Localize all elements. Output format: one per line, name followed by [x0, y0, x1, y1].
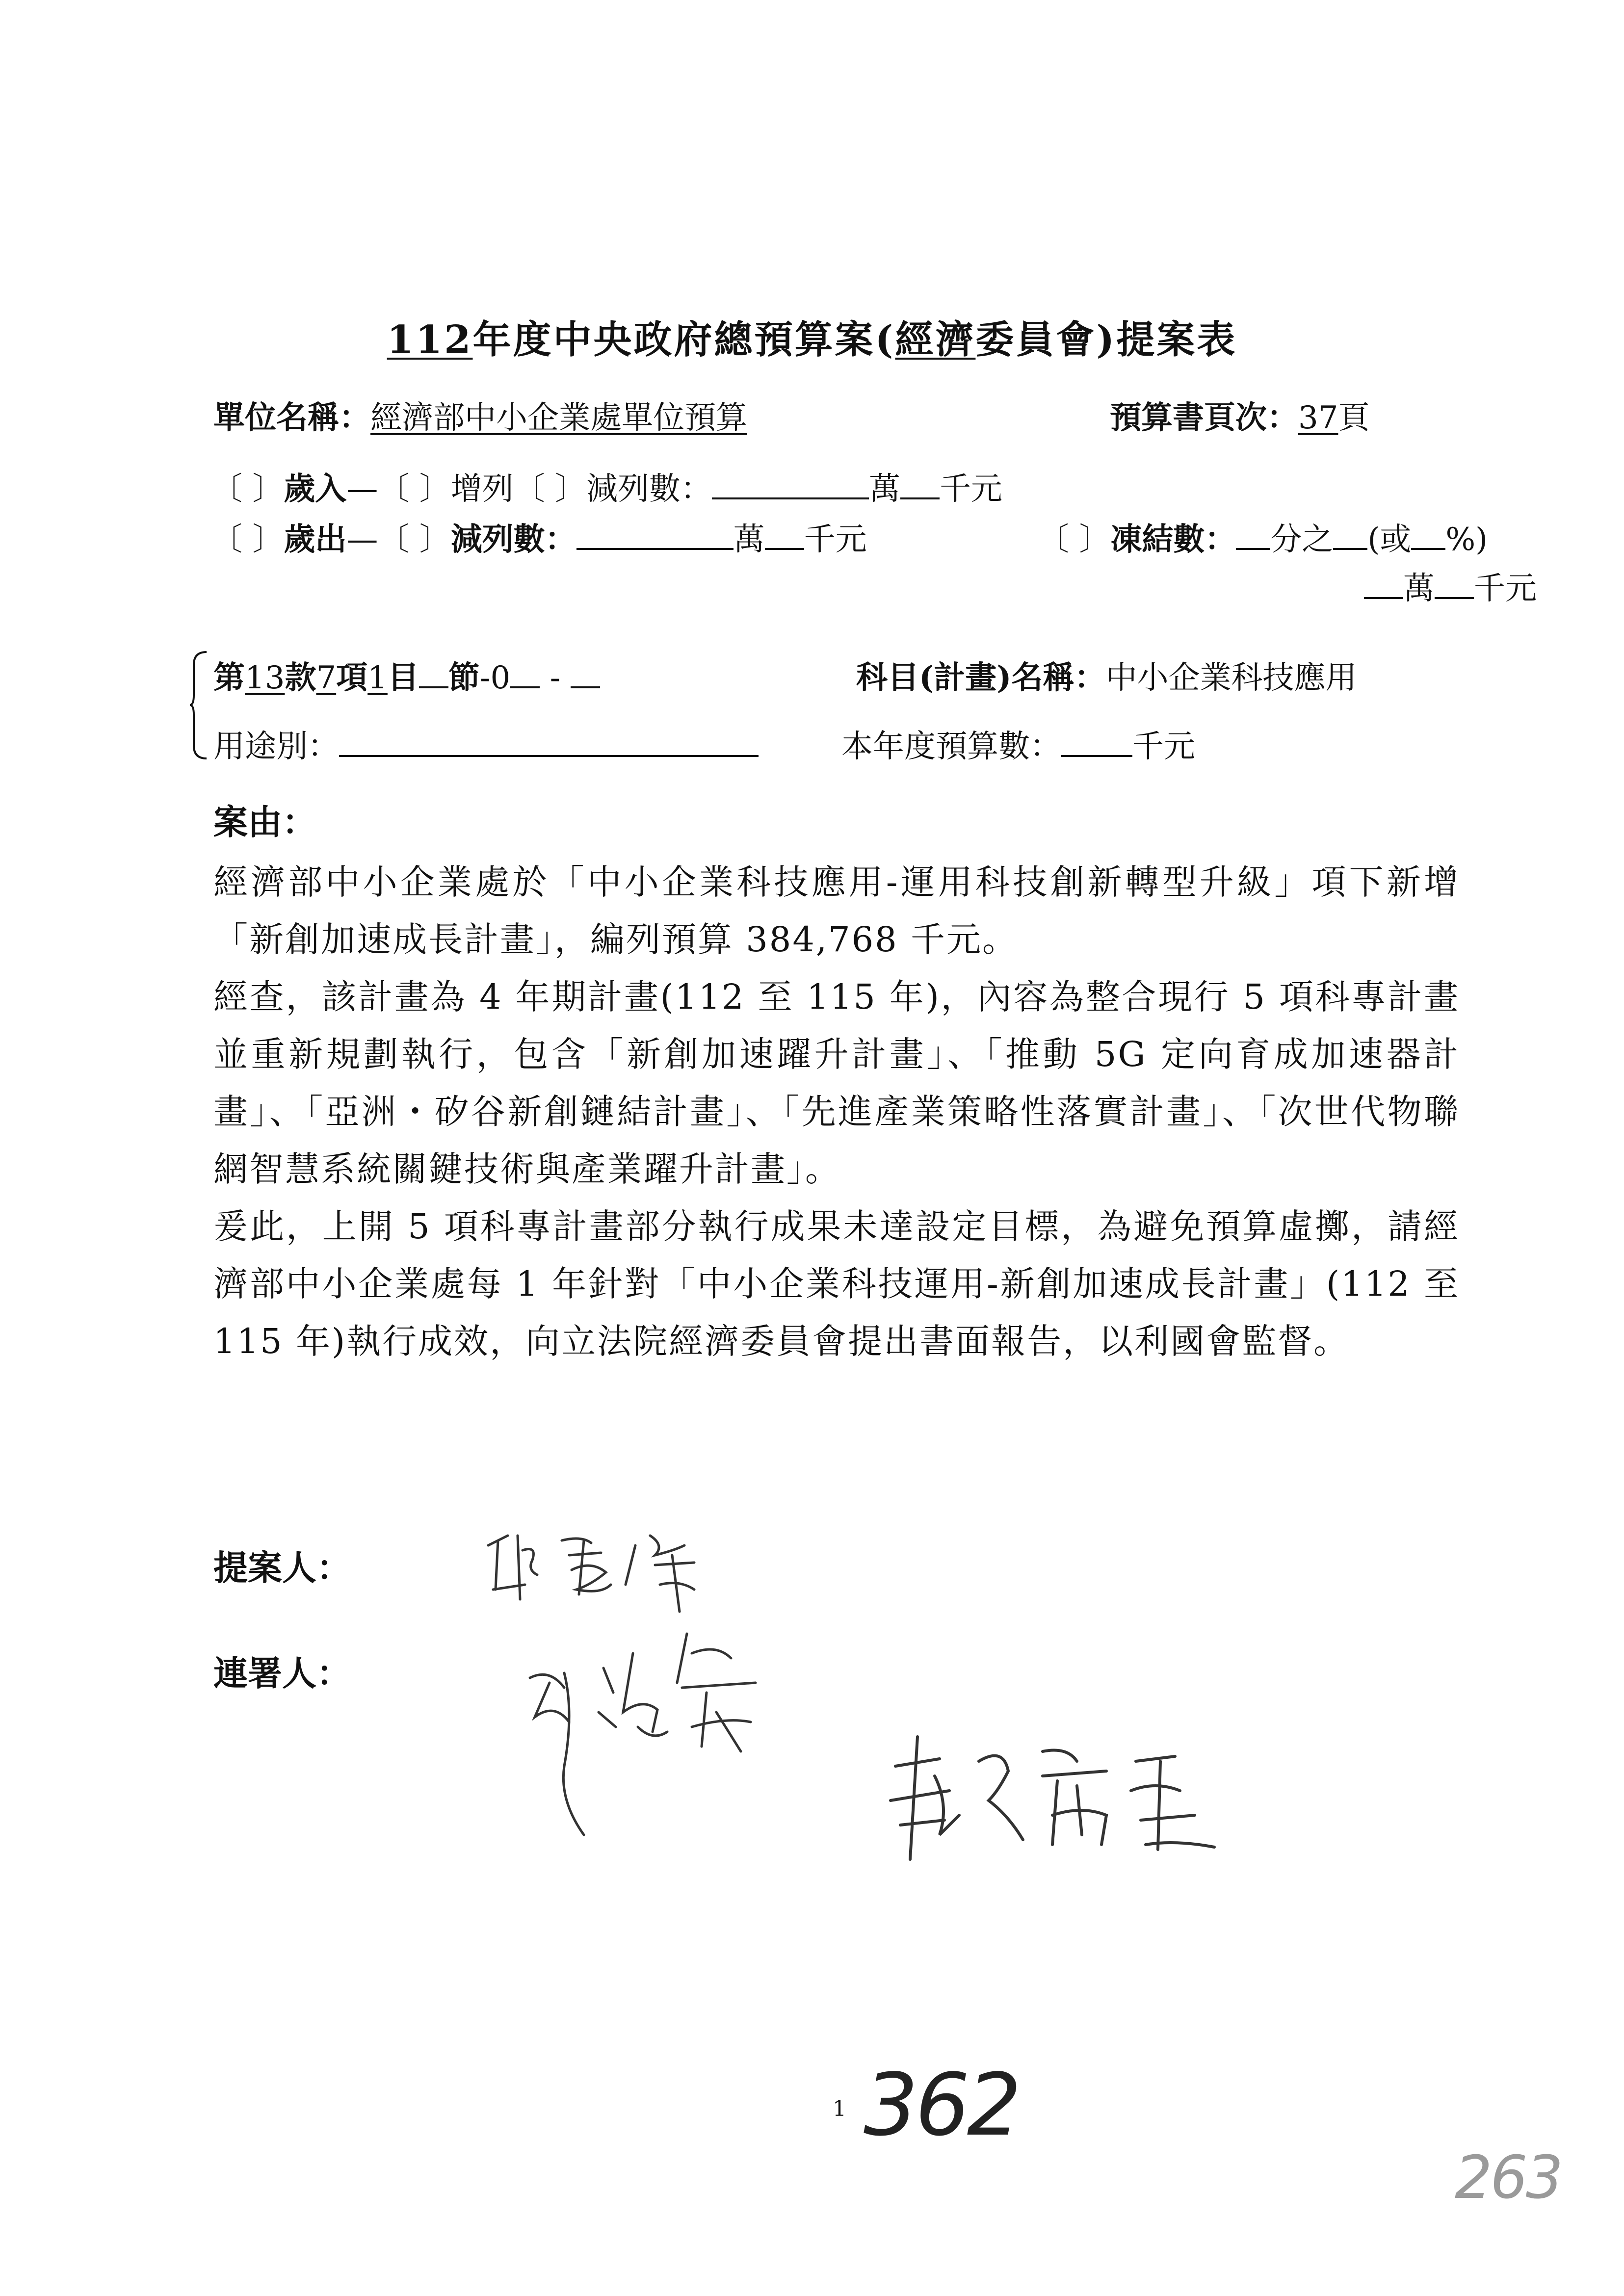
reason-label: 案由： — [213, 802, 316, 842]
proposer-signature — [478, 1516, 733, 1614]
freeze-pct: %) — [1445, 522, 1488, 558]
subject-value: 中小企業科技應用 — [1105, 660, 1357, 696]
freeze-label: 凍結數： — [1110, 521, 1236, 558]
cosigner-signature-1 — [520, 1614, 775, 1840]
item-kuan: 款 — [285, 659, 316, 696]
freeze-fen: 分之 — [1270, 522, 1334, 558]
expenditure-row — [211, 514, 867, 559]
freeze-qian-blank[interactable] — [1435, 569, 1474, 599]
item-sub-blank1[interactable] — [510, 658, 540, 688]
item-di: 第 — [213, 659, 245, 696]
item-jie-blank[interactable] — [419, 658, 448, 688]
expenditure-reduce-label: 減列數： — [450, 521, 576, 558]
cosigner-signature-2 — [881, 1717, 1224, 1864]
unit-label: 單位名稱： — [213, 399, 370, 436]
expenditure-reduce-checkbox[interactable]: 〔 〕 — [378, 522, 451, 558]
page-ref-row — [1110, 392, 1369, 438]
revenue-qian: 千元 — [940, 471, 1003, 507]
title-text-a: 年度中央政府總預算案( — [472, 317, 895, 362]
item-dash: - — [540, 660, 571, 696]
budget-label: 本年度預算數： — [841, 729, 1061, 765]
revenue-dash: — — [346, 471, 378, 507]
item-mu: 目 — [387, 659, 419, 696]
reason-paragraph-1: 經濟部中小企業處於「中小企業科技應用-運用科技創新轉型升級」項下新增「新創加速成長計畫」，編列預算 384,768 千元。 — [213, 862, 1460, 960]
revenue-wan: 萬 — [869, 471, 901, 507]
page-ref-label: 預算書頁次： — [1110, 399, 1298, 436]
expenditure-dash: — — [346, 522, 378, 558]
revenue-checkbox[interactable]: 〔 〕 — [211, 471, 284, 507]
reason-paragraph-3: 爰此，上開 5 項科專計畫部分執行成果未達設定目標，為避免預算虛擲，請經濟部中小企業處每 1 年針對「中小企業科技運用-新創加速成長計畫」(112 至 115 年)執行成效，向立法院經濟委員會提出書面報告，以利國會監督。 — [213, 1206, 1460, 1361]
subject-row — [856, 652, 1357, 698]
revenue-wan-blank[interactable] — [712, 469, 869, 499]
subject-label: 科目(計畫)名稱： — [856, 659, 1106, 696]
expenditure-qian-blank[interactable] — [765, 520, 804, 550]
freeze-checkbox[interactable]: 〔 〕 — [1038, 522, 1111, 558]
revenue-row — [211, 464, 1002, 509]
freeze-den-blank[interactable] — [1333, 520, 1367, 550]
revenue-add-label: 增列 — [450, 471, 514, 507]
item-row — [213, 652, 600, 698]
page-ref-suffix: 頁 — [1338, 400, 1370, 436]
freeze-pct-blank[interactable] — [1411, 520, 1445, 550]
cosigner-label: 連署人： — [213, 1653, 351, 1694]
stamp-number: 362 — [864, 2056, 1019, 2155]
revenue-qian-blank[interactable] — [900, 469, 940, 499]
budget-unit: 千元 — [1132, 729, 1195, 765]
expenditure-wan-blank[interactable] — [576, 520, 733, 550]
item-brace — [189, 650, 209, 760]
revenue-reduce-label: 減列數： — [586, 471, 712, 507]
item-jie: 節 — [448, 659, 480, 696]
item-jie-value: -0 — [479, 660, 511, 696]
unit-value: 經濟部中小企業處單位預算 — [370, 400, 747, 436]
budget-blank[interactable] — [1061, 727, 1132, 757]
item-xiang: 項 — [336, 659, 368, 696]
expenditure-checkbox[interactable]: 〔 〕 — [211, 522, 284, 558]
revenue-add-checkbox[interactable]: 〔 〕 — [378, 471, 451, 507]
freeze-row — [1038, 514, 1488, 559]
corner-number: 263 — [1455, 2144, 1562, 2212]
freeze-amount-row — [1364, 563, 1537, 608]
freeze-huo: (或 — [1367, 522, 1412, 558]
expenditure-label: 歲出 — [284, 521, 347, 558]
freeze-qian: 千元 — [1474, 571, 1537, 607]
item-mu-no: 1 — [367, 660, 388, 696]
budget-row — [841, 721, 1195, 766]
title-committee: 經濟 — [895, 317, 976, 362]
expenditure-wan: 萬 — [733, 522, 765, 558]
unit-row — [213, 392, 747, 438]
freeze-wan-blank[interactable] — [1364, 569, 1403, 599]
use-label: 用途別： — [213, 729, 339, 765]
reason-paragraph-2: 經查，該計畫為 4 年期計畫(112 至 115 年)，內容為整合現行 5 項科專計畫並重新規劃執行，包含「新創加速躍升計畫」、「推動 5G 定向育成加速器計畫」、「亞洲・矽谷新創鏈結計畫」、「先進產業策略性落實計畫」、「次世代物聯網智慧系統關鍵技術與產業躍升計畫」。 — [213, 977, 1460, 1189]
freeze-wan: 萬 — [1403, 571, 1435, 607]
freeze-num-blank[interactable] — [1236, 520, 1270, 550]
page-title — [0, 309, 1624, 364]
revenue-reduce-checkbox[interactable]: 〔 〕 — [513, 471, 587, 507]
use-blank[interactable] — [339, 727, 759, 757]
expenditure-qian: 千元 — [804, 522, 867, 558]
revenue-label: 歲入 — [284, 470, 347, 507]
item-kuan-no: 13 — [245, 660, 285, 696]
page-number: 1 — [833, 2096, 846, 2121]
item-sub-blank2[interactable] — [571, 658, 600, 688]
title-year: 112 — [387, 317, 473, 362]
title-text-b: 委員會)提案表 — [975, 317, 1237, 362]
reason-body — [213, 854, 1460, 1370]
use-row — [213, 721, 759, 766]
proposer-label: 提案人： — [213, 1547, 351, 1588]
page-ref-value: 37 — [1298, 400, 1338, 436]
item-xiang-no: 7 — [316, 660, 337, 696]
